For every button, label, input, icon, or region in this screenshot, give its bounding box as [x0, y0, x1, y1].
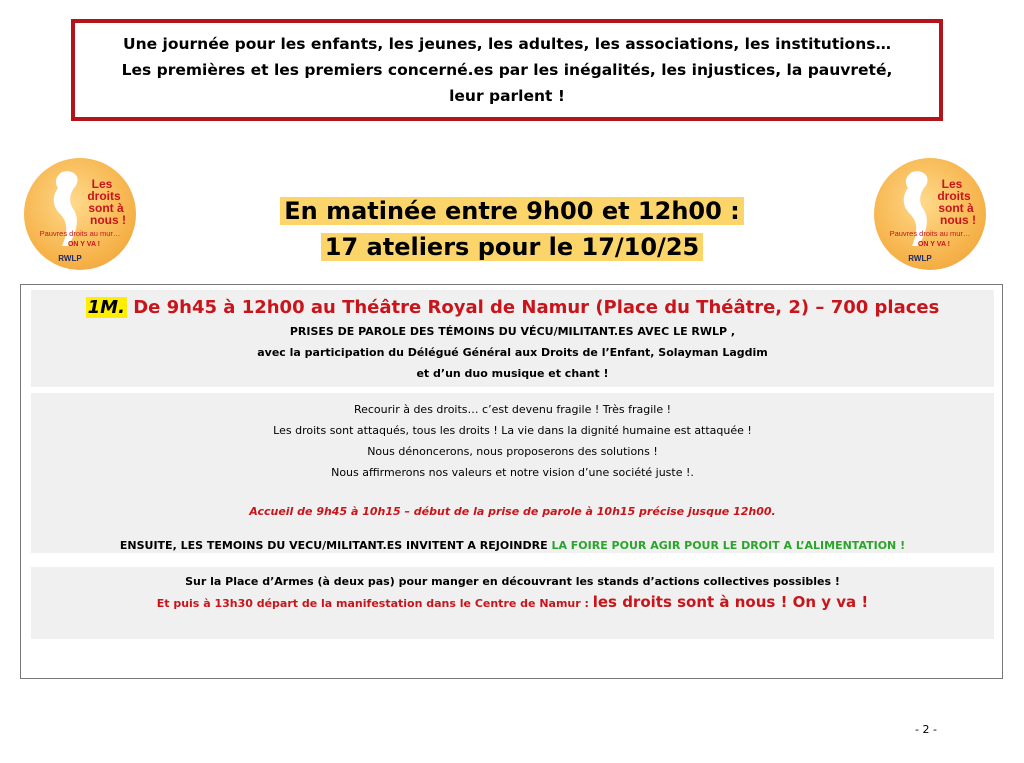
place-slogan: les droits sont à nous ! On y va ! — [592, 593, 869, 611]
heading-line-2: 17 ateliers pour le 17/10/25 — [321, 233, 703, 261]
logo-text-5: Pauvres droits au mur… — [889, 229, 971, 238]
heading-line-1: En matinée entre 9h00 et 12h00 : — [280, 197, 744, 225]
logo-text-6: ON Y VA ! — [67, 241, 101, 248]
logo-text-1: Les — [91, 177, 113, 191]
workshop-header-section — [31, 290, 994, 387]
workshop-tag: 1M. — [87, 297, 125, 318]
logo-text-7: RWLP — [58, 254, 82, 263]
after-text: ENSUITE, LES TEMOINS DU VECU/MILITANT.ES INVITENT A REJOINDRE — [119, 539, 552, 552]
logo-text-2: droits — [937, 189, 971, 203]
place-line-2a: Et puis à 13h30 départ de la manifestation dans le Centre de Namur : — [156, 597, 593, 610]
logo-text-5: Pauvres droits au mur… — [39, 229, 121, 238]
rwlp-logo-left — [24, 158, 136, 270]
workshop-desc-2: avec la participation du Délégué Général aux Droits de l’Enfant, Solayman Lagdim — [257, 346, 768, 359]
workshop-desc-1: PRISES DE PAROLE DES TÉMOINS DU VÉCU/MILITANT.ES AVEC LE RWLP , — [289, 325, 736, 338]
workshop-title — [31, 295, 994, 321]
message-section — [31, 393, 994, 553]
banner-line-2: Les premières et les premiers concerné.es par les inégalités, les injustices, la pauvreté, — [121, 61, 893, 79]
message-line-2: Les droits sont attaqués, tous les droits ! La vie dans la dignité humaine est attaquée ! — [273, 424, 752, 437]
rwlp-logo-right — [874, 158, 986, 270]
workshop-panel — [20, 284, 1003, 679]
logo-text-4: nous ! — [940, 213, 976, 227]
logo-text-3: sont à — [88, 201, 124, 215]
after-announcement — [31, 536, 994, 556]
morning-heading — [280, 193, 744, 265]
workshop-title-text: De 9h45 à 12h00 au Théâtre Royal de Namur (Place du Théâtre, 2) – 700 places — [126, 297, 940, 318]
logo-text-3: sont à — [938, 201, 974, 215]
workshop-desc-3: et d’un duo musique et chant ! — [416, 367, 609, 380]
logo-text-7: RWLP — [908, 254, 932, 263]
schedule-text: Accueil de 9h45 à 10h15 – début de la prise de parole à 10h15 précise jusque 12h00. — [249, 505, 776, 518]
food-fair-highlight: LA FOIRE POUR AGIR POUR LE DROIT A L’ALIMENTATION ! — [551, 539, 906, 552]
message-line-1: Recourir à des droits… c’est devenu fragile ! Très fragile ! — [353, 403, 672, 416]
banner-line-1: Une journée pour les enfants, les jeunes, les adultes, les associations, les institutions… — [123, 35, 891, 53]
logo-text-2: droits — [87, 189, 121, 203]
message-line-4: Nous affirmerons nos valeurs et notre vision d’une société juste !. — [331, 466, 694, 479]
place-line-1: Sur la Place d’Armes (à deux pas) pour manger en découvrant les stands d’actions collectives possibles ! — [185, 575, 840, 588]
place-section — [31, 567, 994, 639]
logo-text-1: Les — [941, 177, 963, 191]
banner-line-3: leur parlent ! — [449, 87, 565, 105]
logo-text-4: nous ! — [90, 213, 126, 227]
intro-banner — [71, 19, 943, 121]
message-line-3: Nous dénoncerons, nous proposerons des solutions ! — [367, 445, 658, 458]
page-number: - 2 - — [915, 723, 937, 736]
logo-text-6: ON Y VA ! — [917, 241, 951, 248]
